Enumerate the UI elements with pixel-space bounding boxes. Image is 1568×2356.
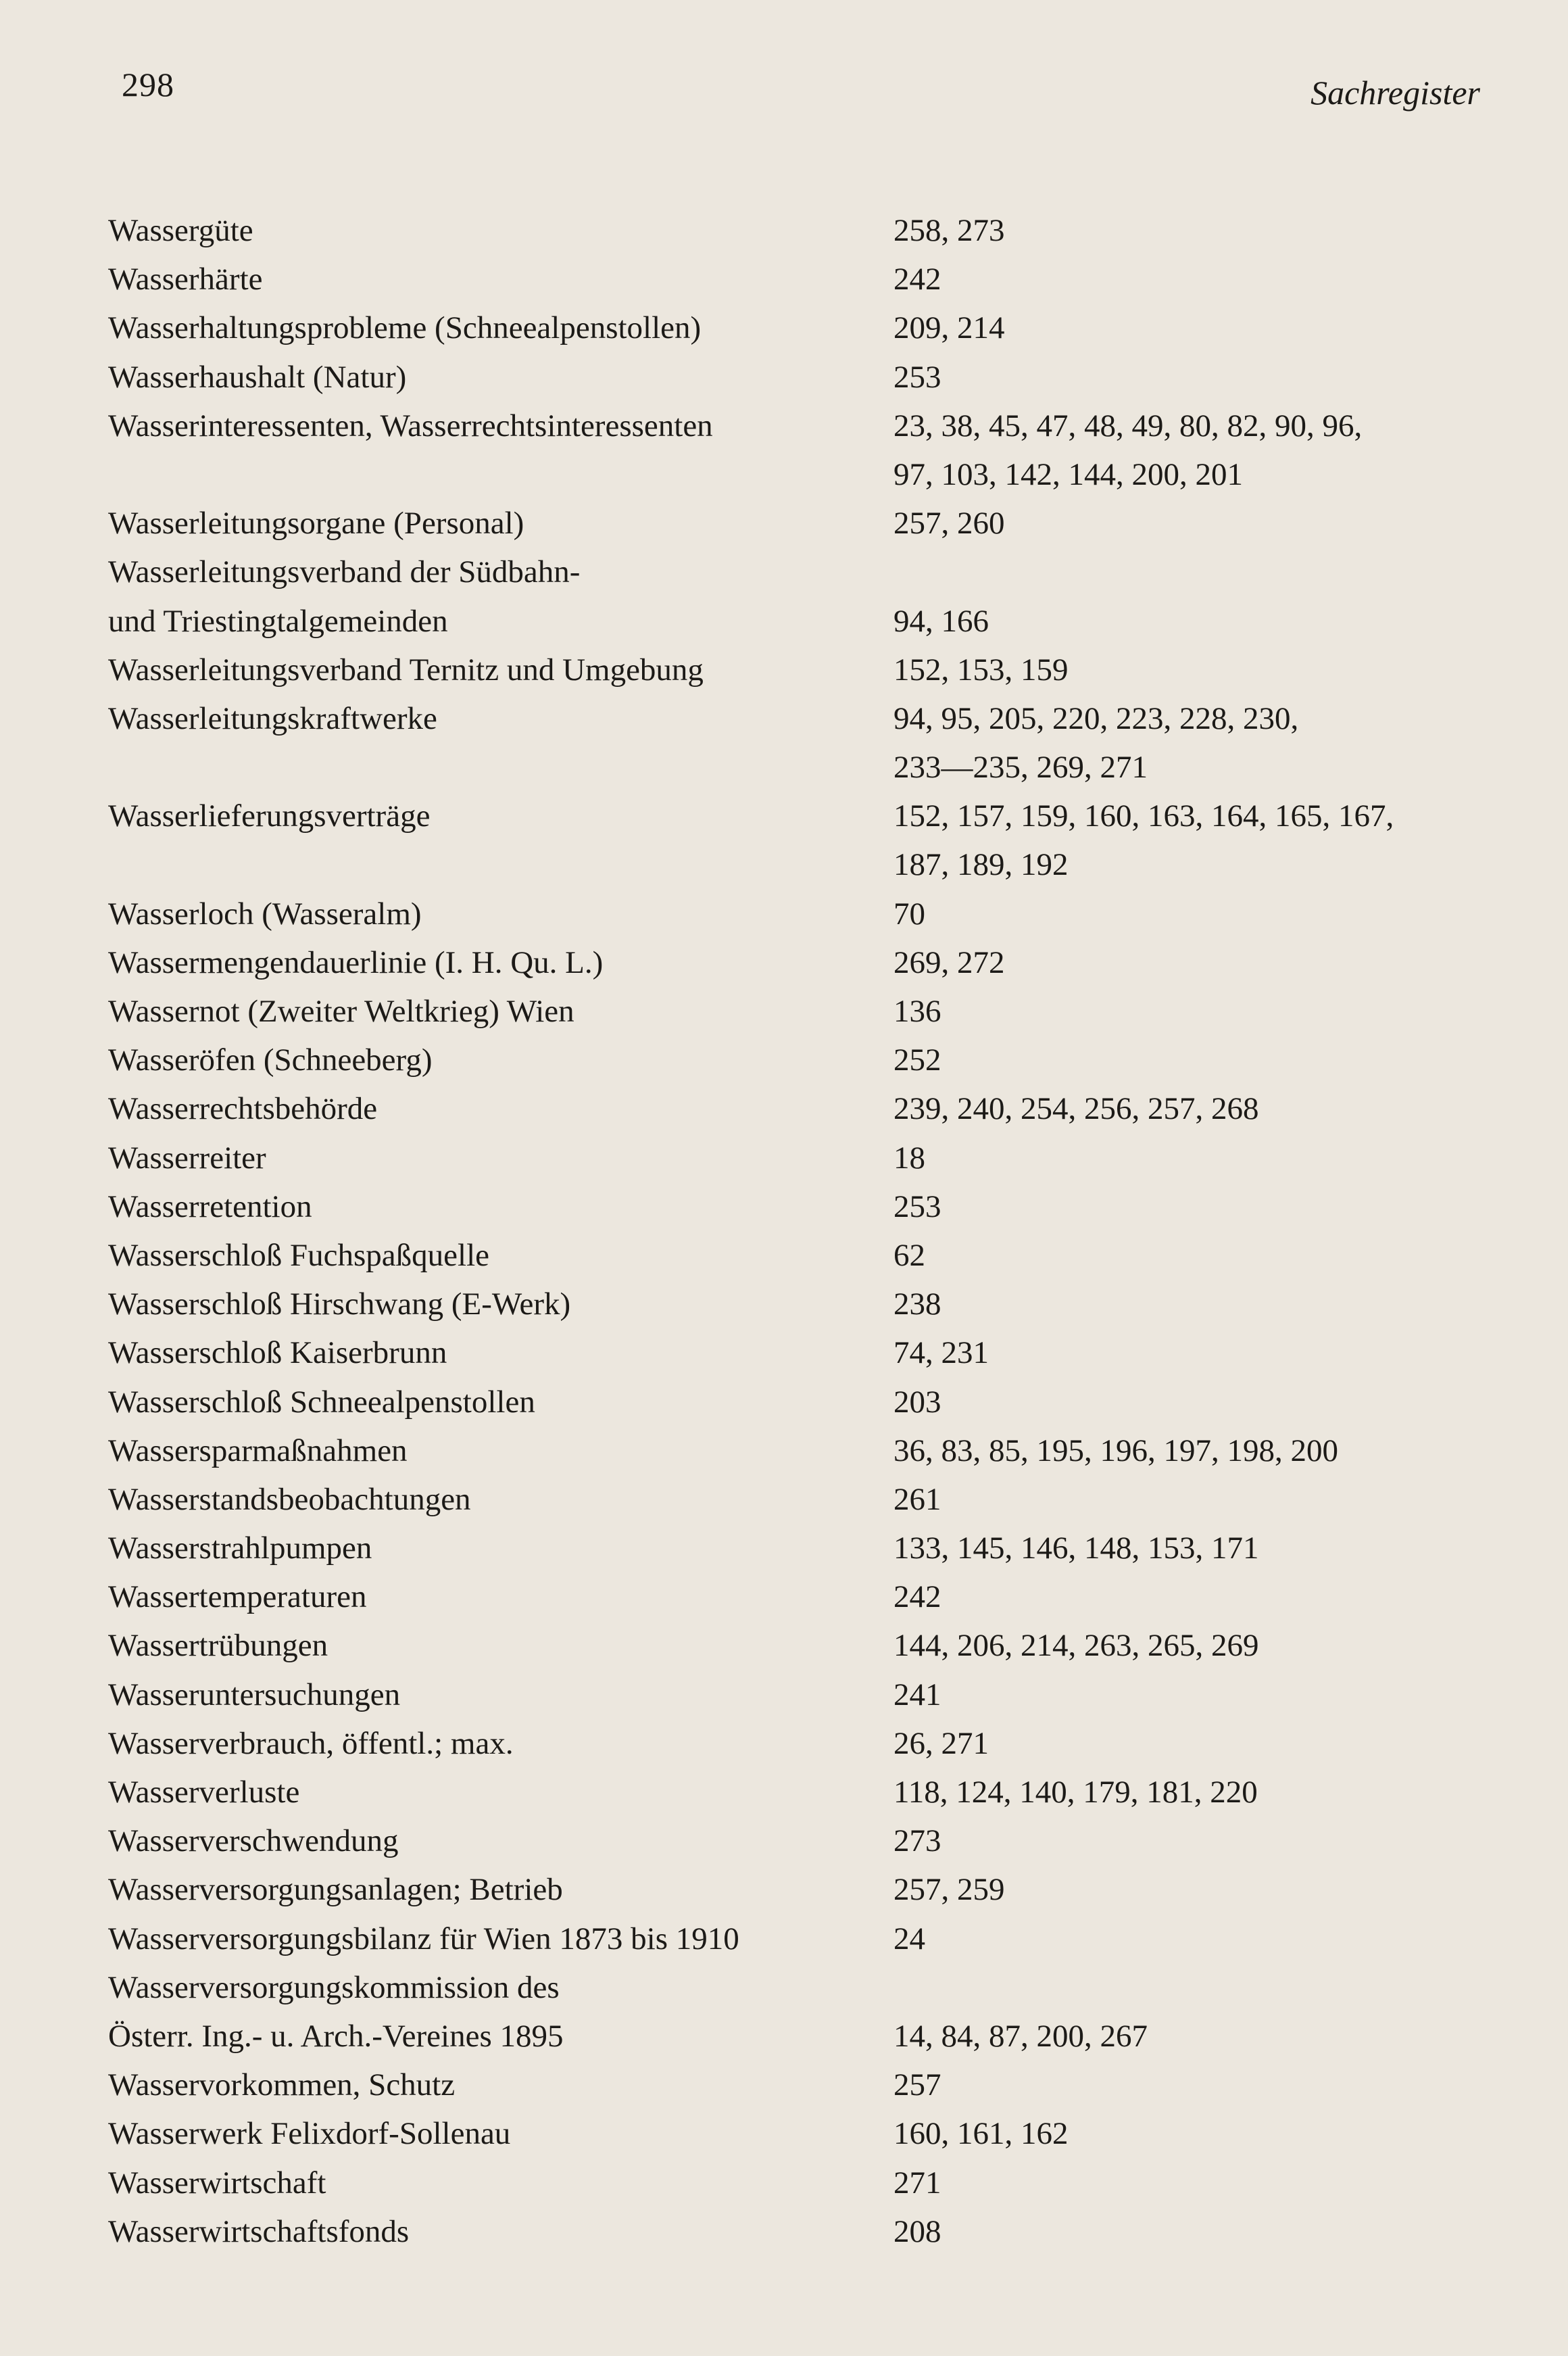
index-pages: 203	[893, 1384, 941, 1420]
index-pages: 238	[893, 1287, 941, 1322]
index-term: Wasserhaushalt (Natur)	[108, 359, 407, 395]
index-term: Wassertemperaturen	[108, 1579, 367, 1615]
index-pages: 273	[893, 1823, 941, 1859]
index-entry	[0, 1475, 1568, 1524]
index-term: Wasseröfen (Schneeberg)	[108, 1042, 433, 1078]
index-entry	[0, 206, 1568, 255]
index-entry	[0, 1817, 1568, 1865]
index-term: Wasserschloß Schneealpenstollen	[108, 1384, 535, 1420]
index-entry	[0, 499, 1568, 548]
index-pages: 257, 260	[893, 506, 1005, 542]
index-term: Wasserverschwendung	[108, 1823, 399, 1859]
index-pages: 233—235, 269, 271	[893, 750, 1148, 786]
index-entry	[0, 743, 1568, 792]
index-term: Wasserrechtsbehörde	[108, 1091, 378, 1127]
index-entry	[0, 1768, 1568, 1817]
page-number: 298	[122, 66, 174, 103]
index-entry	[0, 597, 1568, 646]
index-pages: 269, 272	[893, 944, 1005, 980]
index-term: Wasserstrahlpumpen	[108, 1531, 372, 1566]
index-term: Wasserstandsbeobachtungen	[108, 1481, 471, 1517]
index-entry	[0, 646, 1568, 694]
index-term: Wasserinteressenten, Wasserrechtsinteressenten	[108, 408, 713, 443]
index-pages: 239, 240, 254, 256, 257, 268	[893, 1091, 1259, 1127]
index-pages: 258, 273	[893, 213, 1005, 248]
index-entry	[0, 2061, 1568, 2109]
index-term: Wasserleitungskraftwerke	[108, 700, 437, 736]
index-pages: 24	[893, 1921, 925, 1956]
index-term: Wasserlieferungsverträge	[108, 798, 431, 834]
index-term: Wasserhärte	[108, 262, 263, 297]
index-term: Wasserleitungsverband Ternitz und Umgebung	[108, 652, 704, 688]
index-entry	[0, 1280, 1568, 1328]
index-term: Wasseruntersuchungen	[108, 1677, 401, 1712]
index-pages: 118, 124, 140, 179, 181, 220	[893, 1775, 1258, 1810]
index-pages: 36, 83, 85, 195, 196, 197, 198, 200	[893, 1433, 1338, 1468]
index-entry	[0, 1182, 1568, 1231]
index-term: Wassermengendauerlinie (I. H. Qu. L.)	[108, 944, 604, 980]
index-term: Wasserschloß Hirschwang (E-Werk)	[108, 1287, 571, 1322]
index-entry	[0, 890, 1568, 938]
index-pages: 152, 157, 159, 160, 163, 164, 165, 167,	[893, 798, 1394, 834]
index-entry	[0, 1328, 1568, 1377]
index-entry	[0, 1378, 1568, 1426]
index-term: Wassertrübungen	[108, 1628, 328, 1664]
index-term: Wasserleitungsverband der Südbahn-	[108, 554, 581, 590]
index-term: Wasserverluste	[108, 1775, 300, 1810]
index-pages: 133, 145, 146, 148, 153, 171	[893, 1531, 1259, 1566]
index-pages: 252	[893, 1042, 941, 1078]
index-entry	[0, 1084, 1568, 1133]
index-term: Wasserleitungsorgane (Personal)	[108, 506, 524, 542]
index-pages: 253	[893, 1188, 941, 1224]
index-entry	[0, 1524, 1568, 1572]
index-pages: 70	[893, 896, 925, 932]
index-term: Wasserversorgungsanlagen; Betrieb	[108, 1872, 563, 1908]
index-entry	[0, 840, 1568, 889]
index-entry	[0, 1865, 1568, 1914]
index-pages: 209, 214	[893, 310, 1005, 346]
index-term: Wasserretention	[108, 1188, 312, 1224]
index-entry	[0, 1036, 1568, 1084]
index-entry	[0, 1231, 1568, 1280]
index-entry	[0, 2207, 1568, 2256]
index-entry	[0, 1963, 1568, 2012]
index-pages: 62	[893, 1237, 925, 1273]
index-pages: 253	[893, 359, 941, 395]
index-entry	[0, 2012, 1568, 2061]
index-pages: 261	[893, 1481, 941, 1517]
index-pages: 136	[893, 994, 941, 1029]
index-entry	[0, 548, 1568, 596]
index-entry	[0, 304, 1568, 352]
index-term: Wasservorkommen, Schutz	[108, 2067, 456, 2103]
index-pages: 271	[893, 2165, 941, 2201]
index-entry	[0, 353, 1568, 402]
index-entry	[0, 1621, 1568, 1670]
index-pages: 241	[893, 1677, 941, 1712]
index-term: Wasserwerk Felixdorf-Sollenau	[108, 2116, 511, 2152]
index-pages: 242	[893, 262, 941, 297]
index-term: und Triestingtalgemeinden	[108, 603, 448, 639]
index-pages: 94, 95, 205, 220, 223, 228, 230,	[893, 700, 1299, 736]
index-pages: 160, 161, 162	[893, 2116, 1069, 2152]
running-head: Sachregister	[1310, 74, 1480, 112]
index-entry	[0, 792, 1568, 840]
index-entry	[0, 1915, 1568, 1963]
index-pages: 97, 103, 142, 144, 200, 201	[893, 456, 1243, 492]
index-term: Österr. Ing.- u. Arch.-Vereines 1895	[108, 2018, 564, 2054]
index-entry	[0, 694, 1568, 743]
index-term: Wasserschloß Kaiserbrunn	[108, 1335, 447, 1371]
index-pages: 208	[893, 2213, 941, 2249]
index-pages: 187, 189, 192	[893, 847, 1069, 883]
index-term: Wasserverbrauch, öffentl.; max.	[108, 1725, 514, 1761]
index-pages: 152, 153, 159	[893, 652, 1069, 688]
index-term: Wasserversorgungskommission des	[108, 1969, 560, 2005]
index-pages: 18	[893, 1140, 925, 1176]
index-entry	[0, 1670, 1568, 1719]
index-entry	[0, 2159, 1568, 2207]
index-term: Wasserloch (Wasseralm)	[108, 896, 422, 932]
index-term: Wassernot (Zweiter Weltkrieg) Wien	[108, 994, 574, 1029]
index-pages: 242	[893, 1579, 941, 1615]
index-pages: 257	[893, 2067, 941, 2103]
index-pages: 94, 166	[893, 603, 989, 639]
index-term: Wasserversorgungsbilanz für Wien 1873 bis 1910	[108, 1921, 739, 1956]
index-term: Wasserschloß Fuchspaßquelle	[108, 1237, 489, 1273]
index-entry	[0, 1719, 1568, 1768]
index-entry	[0, 2109, 1568, 2158]
index-entry	[0, 987, 1568, 1036]
index-pages: 257, 259	[893, 1872, 1005, 1908]
index-list	[0, 206, 1568, 2256]
index-term: Wassersparmaßnahmen	[108, 1433, 408, 1468]
index-entry	[0, 450, 1568, 499]
index-pages: 144, 206, 214, 263, 265, 269	[893, 1628, 1259, 1664]
index-entry	[0, 402, 1568, 450]
index-term: Wasserhaltungsprobleme (Schneealpenstollen)	[108, 310, 702, 346]
index-entry	[0, 1572, 1568, 1621]
index-entry	[0, 1134, 1568, 1182]
index-entry	[0, 255, 1568, 304]
index-term: Wasserreiter	[108, 1140, 266, 1176]
index-term: Wasserwirtschaft	[108, 2165, 326, 2201]
index-entry	[0, 1426, 1568, 1475]
index-term: Wasserwirtschaftsfonds	[108, 2213, 410, 2249]
index-entry	[0, 938, 1568, 987]
index-pages: 14, 84, 87, 200, 267	[893, 2018, 1148, 2054]
index-pages: 23, 38, 45, 47, 48, 49, 80, 82, 90, 96,	[893, 408, 1363, 443]
index-term: Wassergüte	[108, 213, 253, 248]
index-pages: 26, 271	[893, 1725, 989, 1761]
index-pages: 74, 231	[893, 1335, 989, 1371]
